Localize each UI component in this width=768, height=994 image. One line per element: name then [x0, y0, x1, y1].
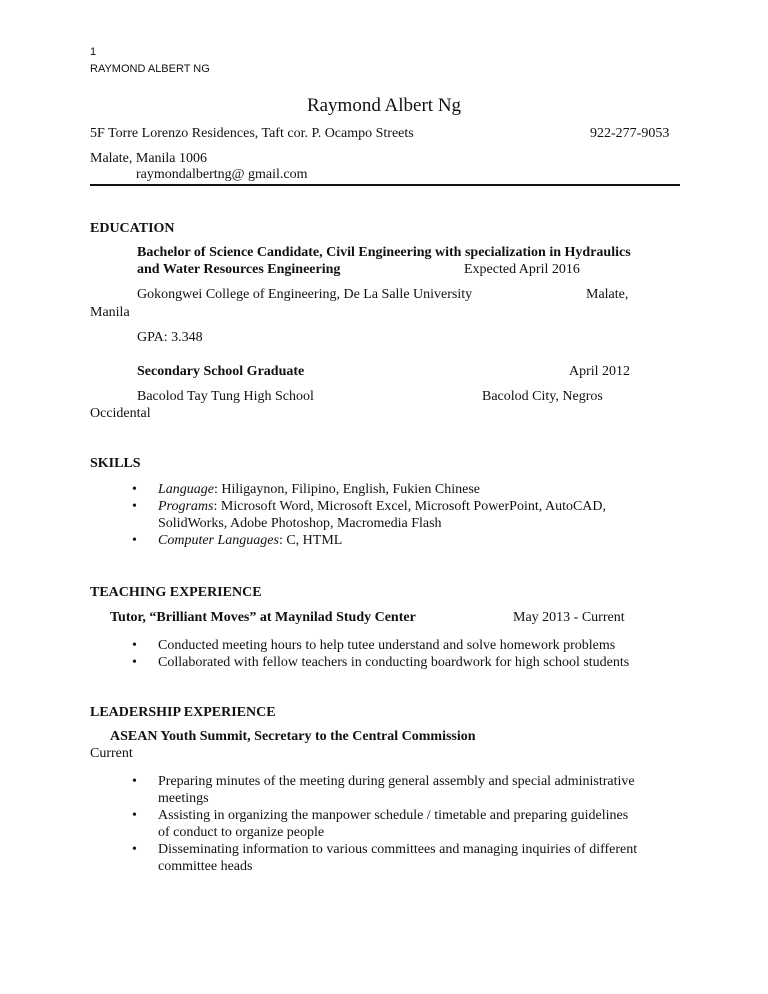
skill-value: : Hiligaynon, Filipino, English, Fukien Chinese — [214, 482, 480, 497]
skill-value: : Microsoft Word, Microsoft Excel, Microsoft PowerPoint, AutoCAD, — [213, 499, 607, 514]
list-item — [132, 807, 637, 841]
bullet-text-cont: of conduct to organize people — [158, 825, 325, 840]
running-head: RAYMOND ALBERT NG — [90, 63, 210, 75]
college-name: Gokongwei College of Engineering, De La Salle University — [137, 287, 473, 302]
degree-title-line1: Bachelor of Science Candidate, Civil Engineering with specialization in Hydraulics — [137, 245, 631, 260]
phone: 922-277-9053 — [590, 126, 670, 141]
list-item — [132, 481, 606, 498]
skills-heading: SKILLS — [90, 456, 141, 471]
skill-label: Language — [158, 482, 214, 497]
bullet-text: Disseminating information to various committees and managing inquiries of different — [158, 842, 638, 857]
bullet-text: Preparing minutes of the meeting during general assembly and special administrative — [158, 774, 635, 789]
bullet-text: Assisting in organizing the manpower schedule / timetable and preparing guidelines — [158, 808, 629, 823]
college-location-1: Malate, — [586, 287, 629, 302]
email: raymondalbertng@ gmail.com — [136, 167, 308, 182]
address-line-1: 5F Torre Lorenzo Residences, Taft cor. P. Ocampo Streets — [90, 126, 414, 141]
degree-date: Expected April 2016 — [464, 262, 580, 277]
secondary-date: April 2012 — [569, 364, 631, 379]
list-item — [132, 841, 637, 875]
gpa: GPA: 3.348 — [137, 330, 203, 345]
teaching-bullets — [132, 637, 629, 671]
teaching-date: May 2013 - Current — [513, 610, 625, 625]
list-item: • Collaborated with fellow teachers in conducting boardwork for high school students — [132, 654, 629, 671]
list-item — [132, 498, 606, 532]
leadership-role: ASEAN Youth Summit, Secretary to the Central Commission — [110, 729, 476, 744]
leadership-date: Current — [90, 746, 133, 761]
high-school-location-2: Occidental — [90, 406, 151, 421]
header-divider — [90, 184, 680, 186]
skills-list — [132, 481, 606, 549]
degree-title-line2: and Water Resources Engineering — [137, 262, 341, 277]
teaching-role: Tutor, “Brilliant Moves” at Maynilad Study Center — [110, 610, 416, 625]
secondary-title: Secondary School Graduate — [137, 364, 305, 379]
bullet-text-cont: meetings — [158, 791, 209, 806]
skill-value: : C, HTML — [278, 533, 343, 548]
resume-name: Raymond Albert Ng — [306, 95, 462, 116]
bullet-text-cont: committee heads — [158, 859, 253, 874]
high-school-location-1: Bacolod City, Negros — [482, 389, 603, 404]
list-item — [132, 773, 637, 807]
address-line-2: Malate, Manila 1006 — [90, 151, 208, 166]
college-location-2: Manila — [90, 305, 130, 320]
skill-label: Programs — [158, 499, 214, 514]
skill-label: Computer Languages — [158, 533, 279, 548]
high-school-name: Bacolod Tay Tung High School — [137, 389, 314, 404]
list-item: • Conducted meeting hours to help tutee understand and solve homework problems — [132, 637, 629, 654]
teaching-heading: TEACHING EXPERIENCE — [90, 585, 262, 600]
leadership-heading: LEADERSHIP EXPERIENCE — [90, 705, 276, 720]
page-number: 1 — [90, 46, 97, 58]
list-item — [132, 532, 606, 549]
skill-value-cont: SolidWorks, Adobe Photoshop, Macromedia Flash — [158, 516, 442, 531]
education-heading: EDUCATION — [90, 221, 175, 236]
leadership-bullets — [132, 773, 637, 875]
